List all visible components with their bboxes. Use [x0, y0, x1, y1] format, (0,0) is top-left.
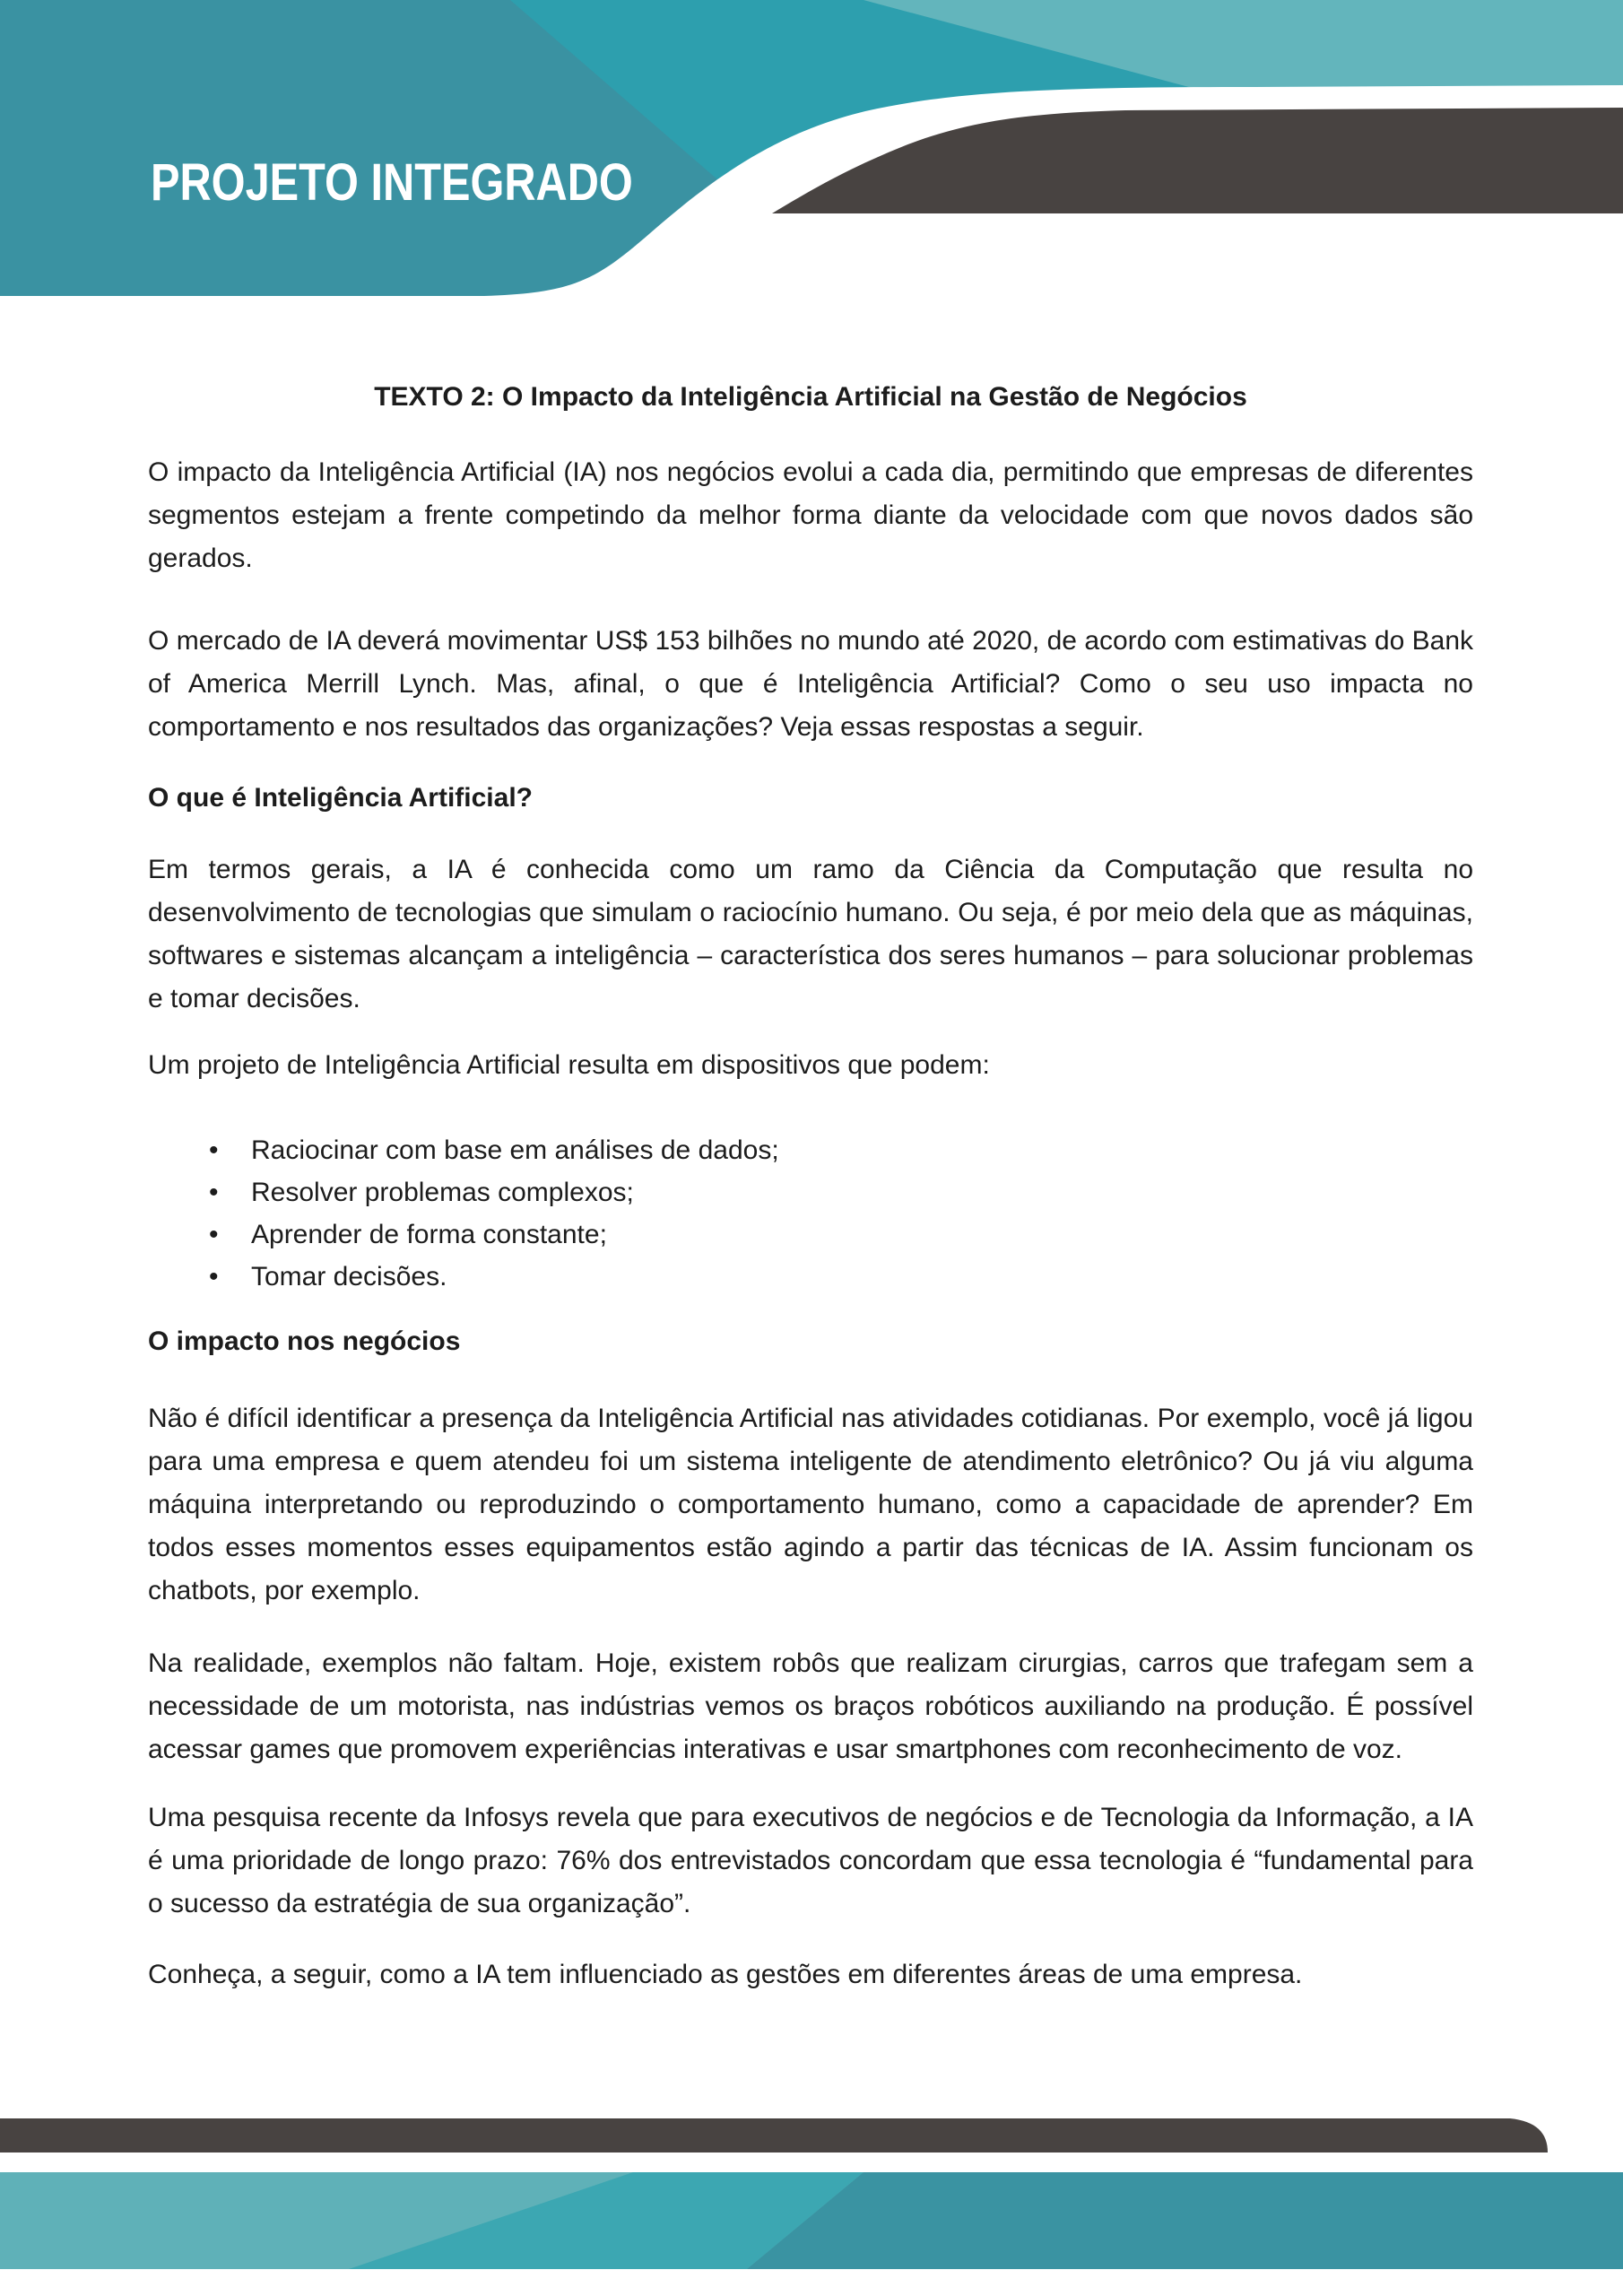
banner-title: PROJETO INTEGRADO — [151, 153, 633, 212]
page-footer — [0, 2117, 1623, 2296]
list-item-resolver: • Resolver problemas complexos; — [148, 1171, 1473, 1213]
paragraph-infosys-survey: Uma pesquisa recente da Infosys revela que para executivos de negócios e de Tecnologia da Informação, a IA é uma prioridade de longo prazo: 76% dos entrevistados concordam que essa tecnologia é “fundamental para o sucesso da estratégia de sua organização”. — [148, 1803, 1473, 1918]
footer-teal-dark-shape — [747, 2172, 1623, 2269]
paragraph-closing: Conheça, a seguir, como a IA tem influenciado as gestões em diferentes áreas de uma empresa. — [148, 1960, 1303, 1989]
ai-capabilities-list — [148, 1129, 1473, 1298]
footer-dark-bar — [0, 2118, 1548, 2152]
document-body — [148, 376, 1473, 1996]
paragraph-intro-1: O impacto da Inteligência Artificial (IA) nos negócios evolui a cada dia, permitindo que empresas de diferentes segmentos estejam a frente competindo da melhor forma diante da velocidade com que novos dados são gerados. — [148, 457, 1473, 573]
paragraph-impact-everyday: Não é difícil identificar a presença da Inteligência Artificial nas atividades cotidianas. Por exemplo, você já ligou para uma empresa e quem atendeu foi um sistema inteligente de atendimento eletrônico? Ou já viu alguma máquina interpretando ou reproduzindo o comportamento humano, como a capacidade de aprender? Em todos esses momentos esses equipamentos estão agindo a partir das técnicas de IA. Assim funcionam os chatbots, por exemplo. — [148, 1404, 1473, 1605]
list-item-decisoes: • Tomar decisões. — [148, 1256, 1473, 1298]
list-item-aprender: • Aprender de forma constante; — [148, 1213, 1473, 1256]
paragraph-ai-project: Um projeto de Inteligência Artificial resulta em dispositivos que podem: — [148, 1050, 990, 1080]
paragraph-impact-examples: Na realidade, exemplos não faltam. Hoje, existem robôs que realizam cirurgias, carros que trafegam sem a necessidade de um motorista, nas indústrias vemos os braços robóticos auxiliando na produção. É possível acessar games que promovem experiências interativas e usar smartphones com reconhecimento de voz. — [148, 1648, 1473, 1764]
document-title: TEXTO 2: O Impacto da Inteligência Artificial na Gestão de Negócios — [374, 382, 1247, 412]
page-header — [0, 0, 1623, 299]
paragraph-intro-2: O mercado de IA deverá movimentar US$ 153 bilhões no mundo até 2020, de acordo com estimativas do Bank of America Merrill Lynch. Mas, afinal, o que é Inteligência Artificial? Como o seu uso impacta no comportamento e nos resultados das organizações? Veja essas respostas a seguir. — [148, 626, 1473, 742]
header-banner-graphic — [0, 0, 1623, 299]
section-heading-business-impact: O impacto nos negócios — [148, 1326, 461, 1356]
paragraph-ai-definition: Em termos gerais, a IA é conhecida como um ramo da Ciência da Computação que resulta no desenvolvimento de tecnologias que simulam o raciocínio humano. Ou seja, é por meio dela que as máquinas, softwares e sistemas alcançam a inteligência – característica dos seres humanos – para solucionar problemas e tomar decisões. — [148, 855, 1473, 1013]
footer-banner-graphic — [0, 2117, 1623, 2296]
list-item-raciocinar: • Raciocinar com base em análises de dados; — [148, 1129, 1473, 1171]
section-heading-what-is-ai: O que é Inteligência Artificial? — [148, 783, 533, 813]
